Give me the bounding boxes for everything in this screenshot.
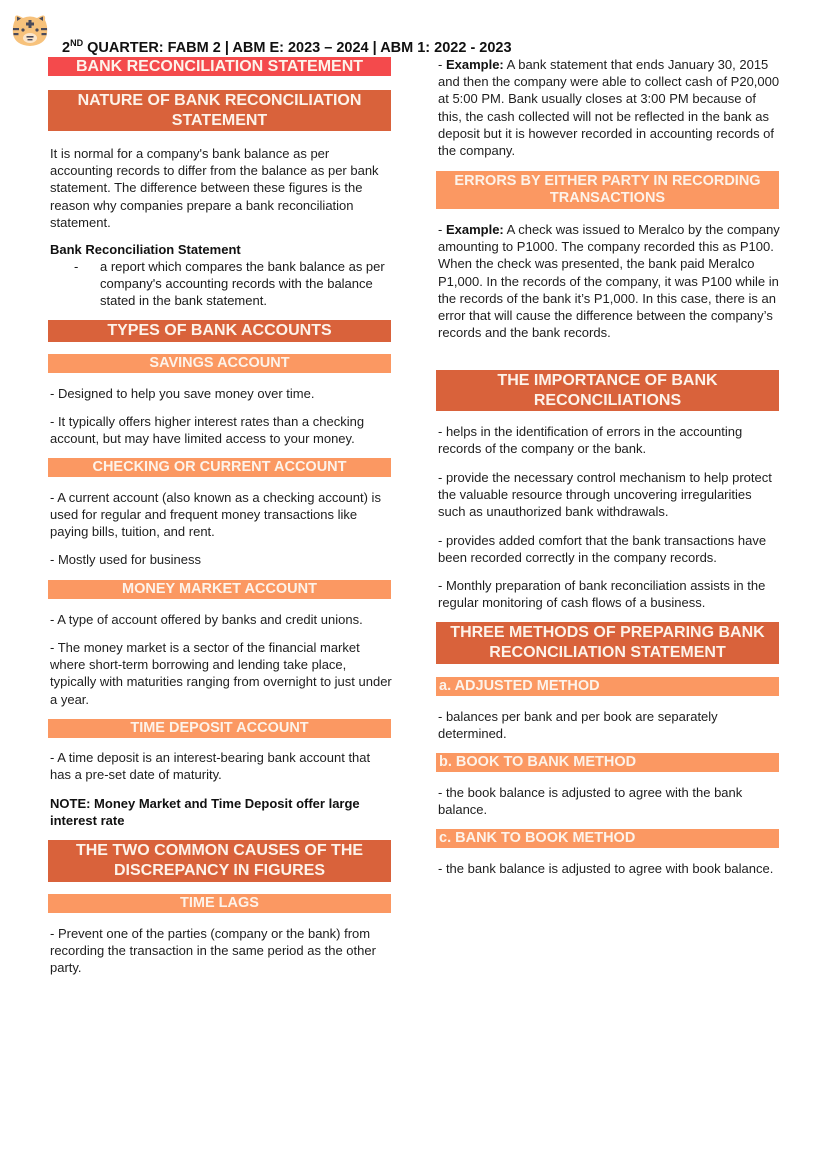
method-b-text: - the book balance is adjusted to agree with the bank balance. bbox=[438, 785, 743, 818]
section-heading-importance: THE IMPORTANCE OF BANK RECONCILIATIONS bbox=[436, 370, 779, 411]
subheading-money-market: MONEY MARKET ACCOUNT bbox=[48, 580, 391, 599]
checking-point-1: - A current account (also known as a checking account) is used for regular and frequent money transactions like paying bills, tuition, and rent. bbox=[50, 490, 381, 540]
interest-note: NOTE: Money Market and Time Deposit offer large interest rate bbox=[50, 796, 360, 829]
method-b-heading: b. BOOK TO BANK METHOD bbox=[436, 753, 779, 772]
method-c-heading: c. BANK TO BOOK METHOD bbox=[436, 829, 779, 848]
nature-paragraph: It is normal for a company's bank balance as per accounting records to differ from the balance as per bank statement. The difference between these figures is the reason why companies prepare a bank reconciliation statement. bbox=[50, 146, 379, 230]
section-heading-methods: THREE METHODS OF PREPARING BANK RECONCILIATION STATEMENT bbox=[436, 622, 779, 664]
method-a-text: - balances per bank and per book are separately determined. bbox=[438, 709, 718, 742]
method-c-text: - the bank balance is adjusted to agree with book balance. bbox=[438, 861, 774, 876]
importance-point-1: - helps in the identification of errors in the accounting records of the company or the bank. bbox=[438, 424, 743, 457]
section-heading-causes: THE TWO COMMON CAUSES OF THE DISCREPANCY IN FIGURES bbox=[48, 840, 391, 882]
errors-example: - Example: A check was issued to Meralco by the company amounting to P1000. The company recorded this as P100. When the check was presented, the bank paid Meralco P1,000. In the records of the company, it was P100 while in the records of the bank it’s P1,000. In this case, there is an error that will cause the difference between the company’s records and the bank records. bbox=[438, 222, 780, 341]
section-heading-types: TYPES OF BANK ACCOUNTS bbox=[48, 320, 391, 342]
subheading-checking: CHECKING OR CURRENT ACCOUNT bbox=[48, 458, 391, 477]
money-market-point-2: - The money market is a sector of the financial market where short-term borrowing and lending take place, typically with maturities ranging from overnight to just under a year. bbox=[50, 640, 392, 707]
page-title: 2ND QUARTER: FABM 2 | ABM E: 2023 – 2024 | ABM 1: 2022 - 2023 bbox=[62, 38, 512, 56]
method-a-heading: a. ADJUSTED METHOD bbox=[436, 677, 779, 696]
subheading-time-deposit: TIME DEPOSIT ACCOUNT bbox=[48, 719, 391, 738]
main-title-banner: BANK RECONCILIATION STATEMENT bbox=[48, 57, 391, 76]
section-heading-errors: ERRORS BY EITHER PARTY IN RECORDING TRANSACTIONS bbox=[436, 171, 779, 209]
checking-point-2: - Mostly used for business bbox=[50, 552, 202, 567]
subheading-time-lags: TIME LAGS bbox=[48, 894, 391, 913]
subheading-savings: SAVINGS ACCOUNT bbox=[48, 354, 391, 373]
importance-point-4: - Monthly preparation of bank reconciliation assists in the regular monitoring of cash flows of a business. bbox=[438, 578, 766, 611]
savings-point-1: - Designed to help you save money over time. bbox=[50, 386, 315, 401]
time-deposit-point-1: - A time deposit is an interest-bearing bank account that has a pre-set date of maturity. bbox=[50, 750, 371, 783]
tiger-face-icon bbox=[10, 12, 50, 48]
time-lag-example: - Example: A bank statement that ends January 30, 2015 and then the company were able to collect cash of P20,000 at 5:00 PM. Bank usually closes at 3:00 PM because of this, the cash collected will not be reflected in the bank as deposit but it is however recorded in accounting records of the company. bbox=[438, 57, 780, 159]
money-market-point-1: - A type of account offered by banks and credit unions. bbox=[50, 612, 363, 627]
savings-point-2: - It typically offers higher interest rates than a checking account, but may have limited access to your money. bbox=[50, 414, 365, 447]
definition-term: Bank Reconciliation Statement bbox=[50, 242, 241, 257]
section-heading-nature: NATURE OF BANK RECONCILIATION STATEMENT bbox=[48, 90, 391, 131]
time-lags-point-1: - Prevent one of the parties (company or the bank) from recording the transaction in the same period as the other party. bbox=[50, 926, 376, 976]
importance-point-2: - provide the necessary control mechanism to help protect the valuable resource through uncovering irregularities such as unauthorized bank withdrawals. bbox=[438, 470, 772, 520]
importance-point-3: - provides added comfort that the bank transactions have been recorded correctly in the company records. bbox=[438, 533, 767, 566]
